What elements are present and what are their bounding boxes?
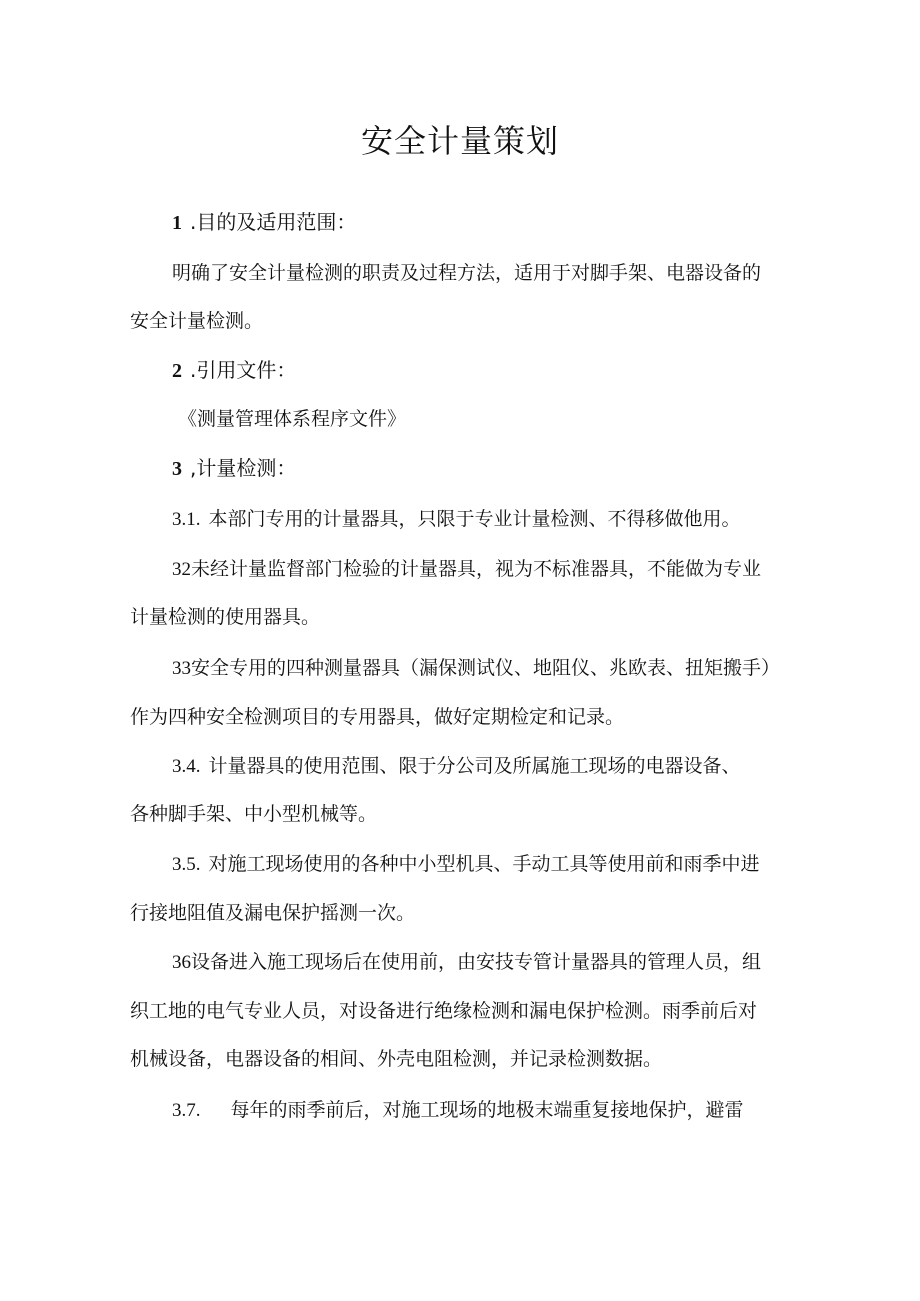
item-3-6-label: 36	[172, 952, 191, 973]
reference-document: 《测量管理体系程序文件》	[178, 408, 407, 430]
section-1-number: 1	[172, 212, 182, 234]
item-3-5-line-1	[172, 849, 760, 880]
section-1-title: .目的及适用范围：	[190, 210, 357, 234]
item-3-1-line-1	[172, 504, 741, 535]
item-3-3-line-2: 作为四种安全检测项目的专用器具，做好定期检定和记录。	[130, 706, 625, 728]
item-3-2-line-1	[172, 554, 761, 585]
item-3-7-label: 3.7.	[172, 1100, 201, 1121]
item-3-4-line-1	[172, 751, 741, 782]
item-3-5-label: 3.5.	[172, 854, 201, 875]
item-3-4-line-2: 各种脚手架、中小型机械等。	[130, 803, 378, 825]
item-3-7-text: 每年的雨季前后，对施工现场的地极末端重复接地保护，避雷	[230, 1099, 744, 1121]
item-3-6-line-1	[172, 947, 761, 978]
section-1-paragraph-line-2: 安全计量检测。	[130, 310, 264, 332]
section-3-number: 3	[172, 458, 182, 480]
section-3-title: ,计量检测：	[190, 456, 297, 480]
item-3-2-label: 32	[172, 559, 191, 580]
item-3-6-text: 设备进入施工现场后在使用前，由安技专管计量器具的管理人员，组	[191, 951, 762, 973]
item-3-4-text: 计量器具的使用范围、限于分公司及所属施工现场的电器设备、	[208, 755, 741, 777]
section-1-paragraph-line-1: 明确了安全计量检测的职责及过程方法，适用于对脚手架、电器设备的	[172, 262, 762, 284]
item-3-6-line-2: 织工地的电气专业人员，对设备进行绝缘检测和漏电保护检测。雨季前后对	[130, 1000, 758, 1022]
item-3-7-line-1	[172, 1095, 744, 1126]
item-3-3-label: 33	[172, 658, 191, 679]
section-1-heading	[172, 207, 356, 238]
section-2-heading	[172, 355, 296, 386]
item-3-2-line-2: 计量检测的使用器具。	[130, 606, 321, 628]
item-3-2-text: 未经计量监督部门检验的计量器具，视为不标准器具，不能做为专业	[191, 558, 762, 580]
item-3-1-label: 3.1.	[172, 509, 201, 530]
item-3-5-line-2: 行接地阻值及漏电保护摇测一次。	[130, 902, 416, 924]
document-title: 安全计量策划	[360, 122, 559, 160]
item-3-6-line-3: 机械设备，电器设备的相间、外壳电阻检测，并记录检测数据。	[130, 1048, 663, 1070]
section-2-number: 2	[172, 360, 182, 382]
item-3-5-text: 对施工现场使用的各种中小型机具、手动工具等使用前和雨季中进	[208, 853, 760, 875]
section-2-title: .引用文件：	[190, 358, 297, 382]
section-3-heading	[172, 453, 296, 484]
item-3-1-text: 本部门专用的计量器具，只限于专业计量检测、不得移做他用。	[208, 508, 741, 530]
item-3-3-text: 安全专用的四种测量器具（漏保测试仪、地阻仪、兆欧表、扭矩搬手）	[191, 657, 781, 679]
item-3-3-line-1	[172, 653, 780, 684]
item-3-4-label: 3.4.	[172, 756, 201, 777]
